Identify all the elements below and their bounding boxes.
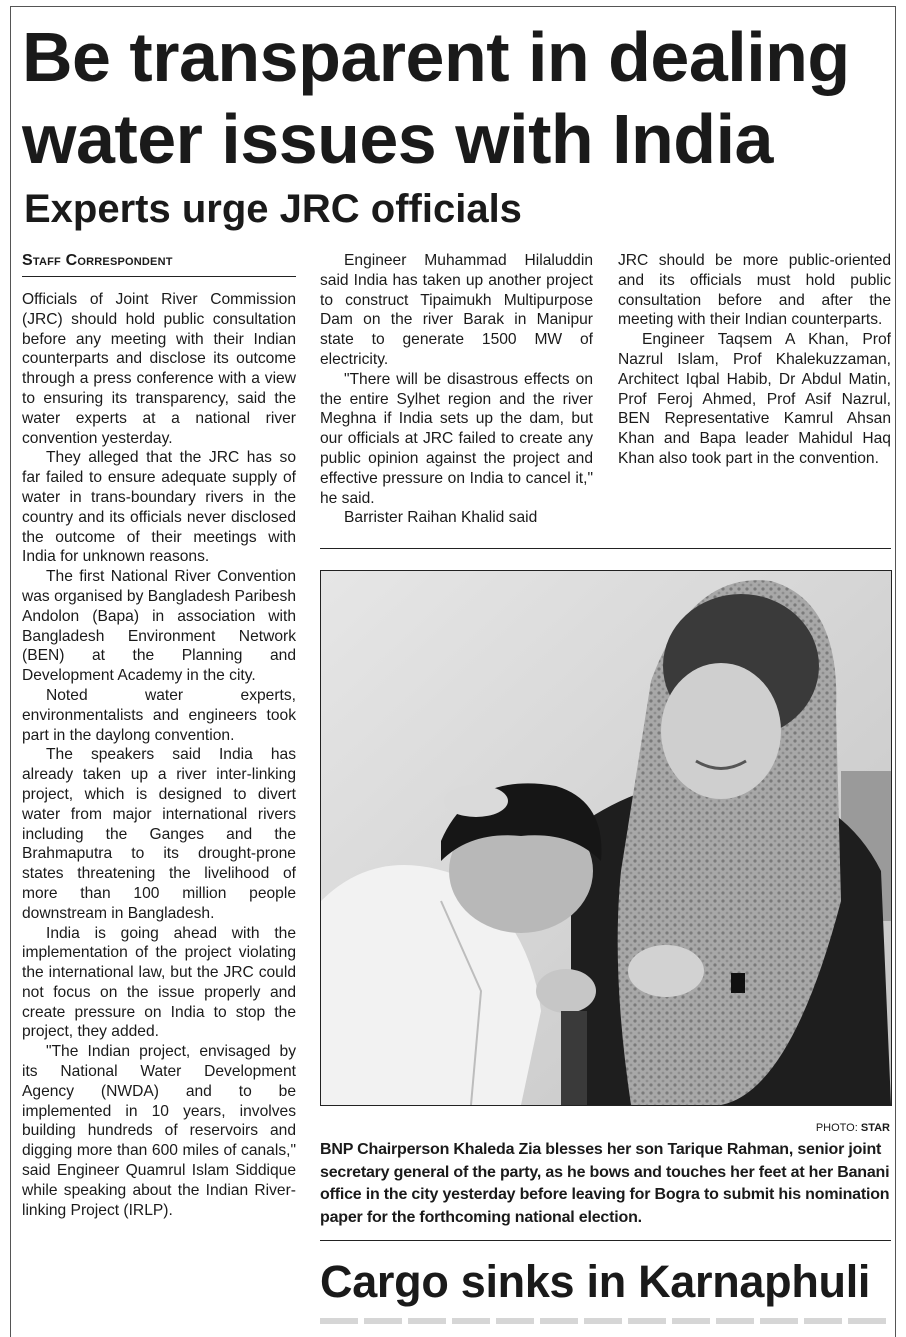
paragraph: They alleged that the JRC has so far failed to ensure adequate supply of water in trans-boundary rivers in the country and its officials never disclosed the outcome of their meetings with India for unknown reasons. — [22, 449, 296, 566]
article-column-1 — [22, 290, 296, 1220]
paragraph: Barrister Raihan Khalid said — [344, 509, 538, 527]
paragraph: The speakers said India has already taken up a river inter-linking project, which is designed to divert water from major international rivers including the Ganges and the Brahmaputra to its drought-prone states threatening the livelihood of more than 100 million people downstream in Bangladesh. — [22, 746, 296, 922]
paragraph: Engineer Muhammad Hilaluddin said India has taken up another project to construct Tipaimukh Multipurpose Dam on the river Barak in Manipur state to generate 1500 MW of electricity. — [320, 252, 593, 368]
paragraph: The first National River Convention was organised by Bangladesh Paribesh Andolon (Bapa) in association with Bangladesh Environment Network (BEN) at the Planning and Development Academy in the city. — [22, 568, 296, 685]
news-photo — [320, 570, 892, 1106]
photo-credit-prefix: PHOTO: — [815, 1122, 858, 1134]
article-column-3 — [618, 251, 891, 469]
paragraph: Engineer Taqsem A Khan, Prof Nazrul Islam, Prof Khalekuzzaman, Architect Iqbal Habib, Dr Abdul Matin, Prof Feroj Ahmed, Prof Asif Nazrul, BEN Representative Kamrul Ahsan Khan and Bapa leader Mahidul Haq Khan also took part in the convention. — [618, 331, 891, 467]
paragraph: "The Indian project, envisaged by its National Water Development Agency (NWDA) and to be implemented in 10 years, involves building hundreds of reservoirs and digging more than 600 miles of canals," said Engineer Quamrul Islam Siddique while speaking about the Indian River-linking Project (IRLP). — [22, 1043, 296, 1219]
paragraph: India is going ahead with the implementation of the project violating the international law, but the JRC could not focus on the issue properly and create pressure on India to stop the project, they added. — [22, 924, 296, 1041]
section-divider — [320, 1240, 891, 1241]
paragraph: Noted water experts, environmentalists and engineers took part in the daylong convention. — [22, 686, 296, 744]
paragraph: "There will be disastrous effects on the entire Sylhet region and the river Meghna if India sets up the dam, but our officials at JRC failed to create any public opinion against the project and effective pressure on India to cancel it," he said. — [320, 370, 593, 507]
byline: Staff Correspondent — [22, 252, 296, 277]
article-headline: Be transparent in dealing water issues with India — [22, 18, 850, 178]
next-article-headline: Cargo sinks in Karnaphuli — [320, 1256, 871, 1307]
photo-illustration — [321, 571, 891, 1105]
photo-caption: BNP Chairperson Khaleda Zia blesses her son Tarique Rahman, senior joint secretary general of the party, as he bows and touches her feet at her Banani office in the city yesterday before leaving for Bogra to submit his nomination paper for the forthcoming national election. — [320, 1141, 890, 1226]
article-column-2 — [320, 251, 593, 528]
paragraph: JRC should be more public-oriented and its officials must hold public consultation before and after the meeting with their Indian counterparts. — [618, 252, 891, 329]
photo-credit — [740, 1122, 890, 1134]
paragraph: Officials of Joint River Commission (JRC) should hold public consultation before any meeting with their Indian counterparts and disclose its outcome through a press conference with a view to ensuring its transparency, said the water experts at a national river convention yesterday. — [22, 291, 296, 447]
article-subhead: Experts urge JRC officials — [24, 187, 522, 231]
photo-credit-source: STAR — [860, 1122, 890, 1134]
section-divider — [320, 548, 891, 549]
next-article-text-cutoff — [320, 1318, 891, 1324]
